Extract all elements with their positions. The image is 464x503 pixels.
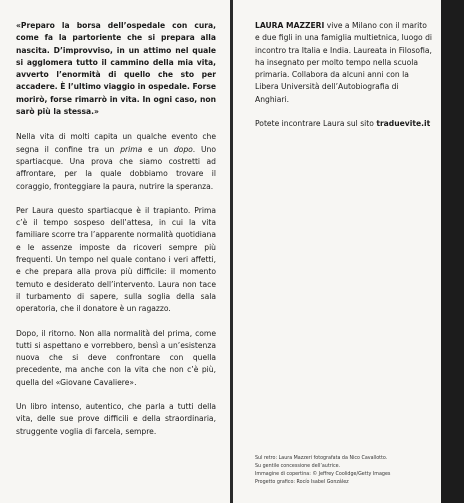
paragraph-1-text-a: Nella vita di molti capita un qualche evento che segna il confine tra un [16, 132, 216, 154]
credit-line: Progetto grafico: Rocío Isabel González [255, 479, 349, 485]
page-edge [441, 0, 464, 503]
left-flap-page [0, 0, 230, 503]
right-flap-page [233, 0, 441, 503]
author-bio [255, 20, 433, 106]
paragraph-1-emphasis-prima: prima [120, 144, 143, 154]
author-bio-text: vive a Milano con il marito e due figli in una famiglia multietnica, luogo di incontro tra Italia e India. Laureata in Filosofia, ha insegnato per molto tempo nella scuola primaria. Collabora da alcuni anni con la Libera Università dell’Autobiografia di Anghiari. [255, 21, 433, 104]
credit-line: Immagine di copertina: © Jeffrey Coolidge/Getty Images [255, 471, 391, 477]
website-url: traduevite.it [376, 119, 431, 129]
website-text: Potete incontrare Laura sul sito [255, 119, 377, 129]
author-name: LAURA MAZZERI [255, 21, 325, 30]
paragraph-1-text-b: e un [142, 144, 174, 154]
paragraph-1-emphasis-dopo: dopo [173, 144, 193, 154]
opening-quote: «Preparo la borsa dell’ospedale con cura, come fa la partoriente che si prepara alla nascita. D’improvviso, in un attimo nel quale si agglomera tutto il cammino della mia vita, avverto l’enormità di quello che sto per accadere. È l’ultimo viaggio in ospedale. Forse morirò, forse rimarrò in vita. In ogni caso, non sarò più la stessa.» [16, 21, 216, 117]
paragraph-2: Per Laura questo spartiacque è il trapianto. Prima c’è il tempo sospeso dell’attesa, in cui la vita familiare scorre tra l’apparente normalità quotidiana e le assenze imposte da ricoveri sempre più frequenti. Un tempo nel quale contano i veri affetti, e che prepara alla prova più difficile: il momento temuto e desiderato dell’intervento. Laura non tace il turbamento di sapere, sulla soglia della sala operatoria, che il donatore è un ragazzo. [16, 205, 216, 314]
credits-block [255, 455, 437, 487]
paragraph-1-text-c: . Uno spartiacque. Una prova che siamo costretti ad affrontare, per la quale dobbiamo trovare il coraggio, fronteggiare la paura, nutrire la speranza. [16, 144, 216, 191]
paragraph-1 [16, 131, 216, 192]
paragraph-3: Dopo, il ritorno. Non alla normalità del prima, come tutti si aspettano e vorrebbero, bensì a un’esistenza nuova che si deve confrontare con quella precedente, ma anche con la vita che non c’è più, quella del «Giovane Cavaliere». [16, 328, 216, 387]
paragraph-4: Un libro intenso, autentico, che parla a tutti della vita, delle sue prove difficili e della straordinaria, struggente voglia di farcela, sempre. [16, 402, 216, 436]
credit-line: Su gentile concessione dell’autrice. [255, 463, 341, 469]
website-line [255, 118, 433, 130]
credit-line: Sul retro: Laura Mazzeri fotografata da Nico Cavallotto. [255, 456, 388, 461]
